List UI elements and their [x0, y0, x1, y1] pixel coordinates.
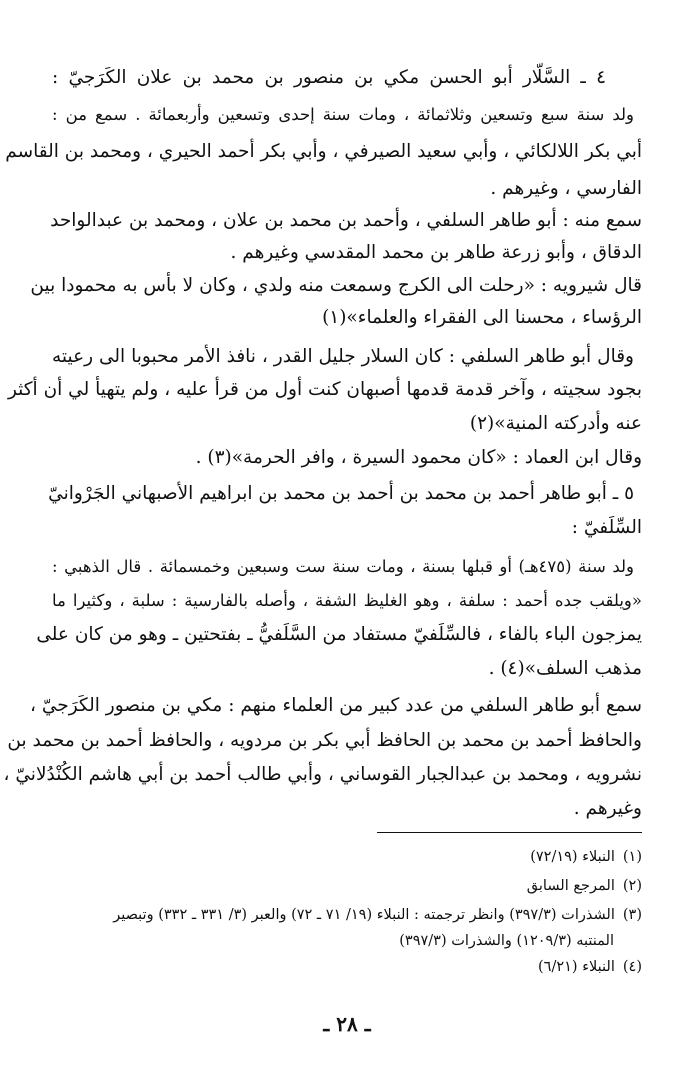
footnote-text: المرجع السابق	[526, 878, 615, 894]
body-line: نشرويه ، ومحمد بن عبدالجبار القوساني ، وأبي طالب أحمد بن أبي هاشم الكُنْدُلانيّ ،	[3, 764, 642, 785]
body-line: والحافظ أحمد بن محمد بن الحافظ أبي بكر بن مردويه ، والحافظ أحمد بن محمد بن	[7, 730, 642, 751]
body-line: «ويلقب جده أحمد : سلفة ، وهو الغليظ الشفة ، وأصله بالفارسية : سلبة ، وكثيرا ما	[52, 591, 642, 610]
body-line: قال شيرويه : «رحلت الى الكرج وسمعت منه ولدي ، وكان لا بأس به محمودا بين	[30, 275, 642, 296]
footnote-divider	[377, 832, 642, 833]
footnote	[52, 956, 642, 978]
footnote	[52, 904, 642, 926]
footnote	[52, 846, 642, 868]
body-line: وغيرهم .	[573, 798, 642, 819]
footnote-number: (٣)	[622, 907, 642, 923]
footnote-number: (١)	[622, 849, 642, 865]
body-line: ولد سنة (٤٧٥هـ) أو قبلها بسنة ، ومات سنة ست وسبعين وخمسمائة . قال الذهبي :	[52, 557, 635, 576]
body-line: الفارسي ، وغيرهم .	[490, 178, 642, 199]
body-line: بجود سجيته ، وآخر قدمة قدمها أصبهان كنت أول من قرأ عليه ، ولم يتهيأ لي أن أكثر	[7, 379, 642, 400]
entry-4-heading: ٤ ـ السَّلّار أبو الحسن مكي بن منصور بن محمد بن علان الكَرَجيّ :	[52, 67, 606, 88]
footnote-text: النبلاء (٧٢/١٩)	[530, 849, 615, 865]
footnote-text: المنتبه (١٢٠٩/٣) والشذرات (٣٩٧/٣)	[399, 933, 614, 949]
footnote-continuation	[24, 930, 614, 952]
entry-5-heading: ٥ ـ أبو طاهر أحمد بن محمد بن أحمد بن محمد بن ابراهيم الأصبهاني الجَرْوانيّ	[48, 483, 634, 504]
body-line: أبي بكر اللالكائي ، وأبي سعيد الصيرفي ، وأبي بكر أحمد الحيري ، ومحمد بن القاسم	[5, 141, 642, 162]
footnote-text: الشذرات (٣٩٧/٣) وانظر ترجمته : النبلاء (١٩/ ٧١ ـ ٧٢) والعبر (٣/ ٣٣١ ـ ٣٣٢) وتبصير	[113, 907, 615, 923]
body-line: وقال ابن العماد : «كان محمود السيرة ، وافر الحرمة»(٣) .	[195, 447, 642, 468]
body-line: وقال أبو طاهر السلفي : كان السلار جليل القدر ، نافذ الأمر محبوبا الى رعيته	[52, 346, 634, 367]
footnote	[52, 875, 642, 897]
body-line: السِّلَفيّ :	[571, 517, 642, 538]
body-line: عنه وأدركته المنية»(٢)	[469, 413, 642, 434]
body-line: سمع منه : أبو طاهر السلفي ، وأحمد بن محمد بن علان ، ومحمد بن عبدالواحد	[50, 210, 642, 231]
page-number: ـ ٢٨ ـ	[323, 1012, 371, 1036]
body-line: سمع أبو طاهر السلفي من عدد كبير من العلماء منهم : مكي بن منصور الكَرَجيّ ،	[29, 695, 642, 716]
body-line: مذهب السلف»(٤) .	[488, 658, 642, 679]
footnote-number: (٢)	[622, 878, 642, 894]
body-line: الرؤساء ، محسنا الى الفقراء والعلماء»(١)	[322, 307, 642, 328]
footnote-number: (٤)	[622, 959, 642, 975]
body-line: يمزجون الباء بالفاء ، فالسِّلَفيّ مستفاد من السَّلَفيُّ ـ بفتحتين ـ وهو من كان على	[36, 624, 642, 645]
body-line: الدقاق ، وأبو زرعة طاهر بن محمد المقدسي وغيرهم .	[230, 242, 642, 263]
body-line: ولد سنة سبع وتسعين وثلاثمائة ، ومات سنة إحدى وتسعين وأربعمائة . سمع من :	[52, 105, 634, 124]
footnote-text: النبلاء (٦/٢١)	[538, 959, 615, 975]
